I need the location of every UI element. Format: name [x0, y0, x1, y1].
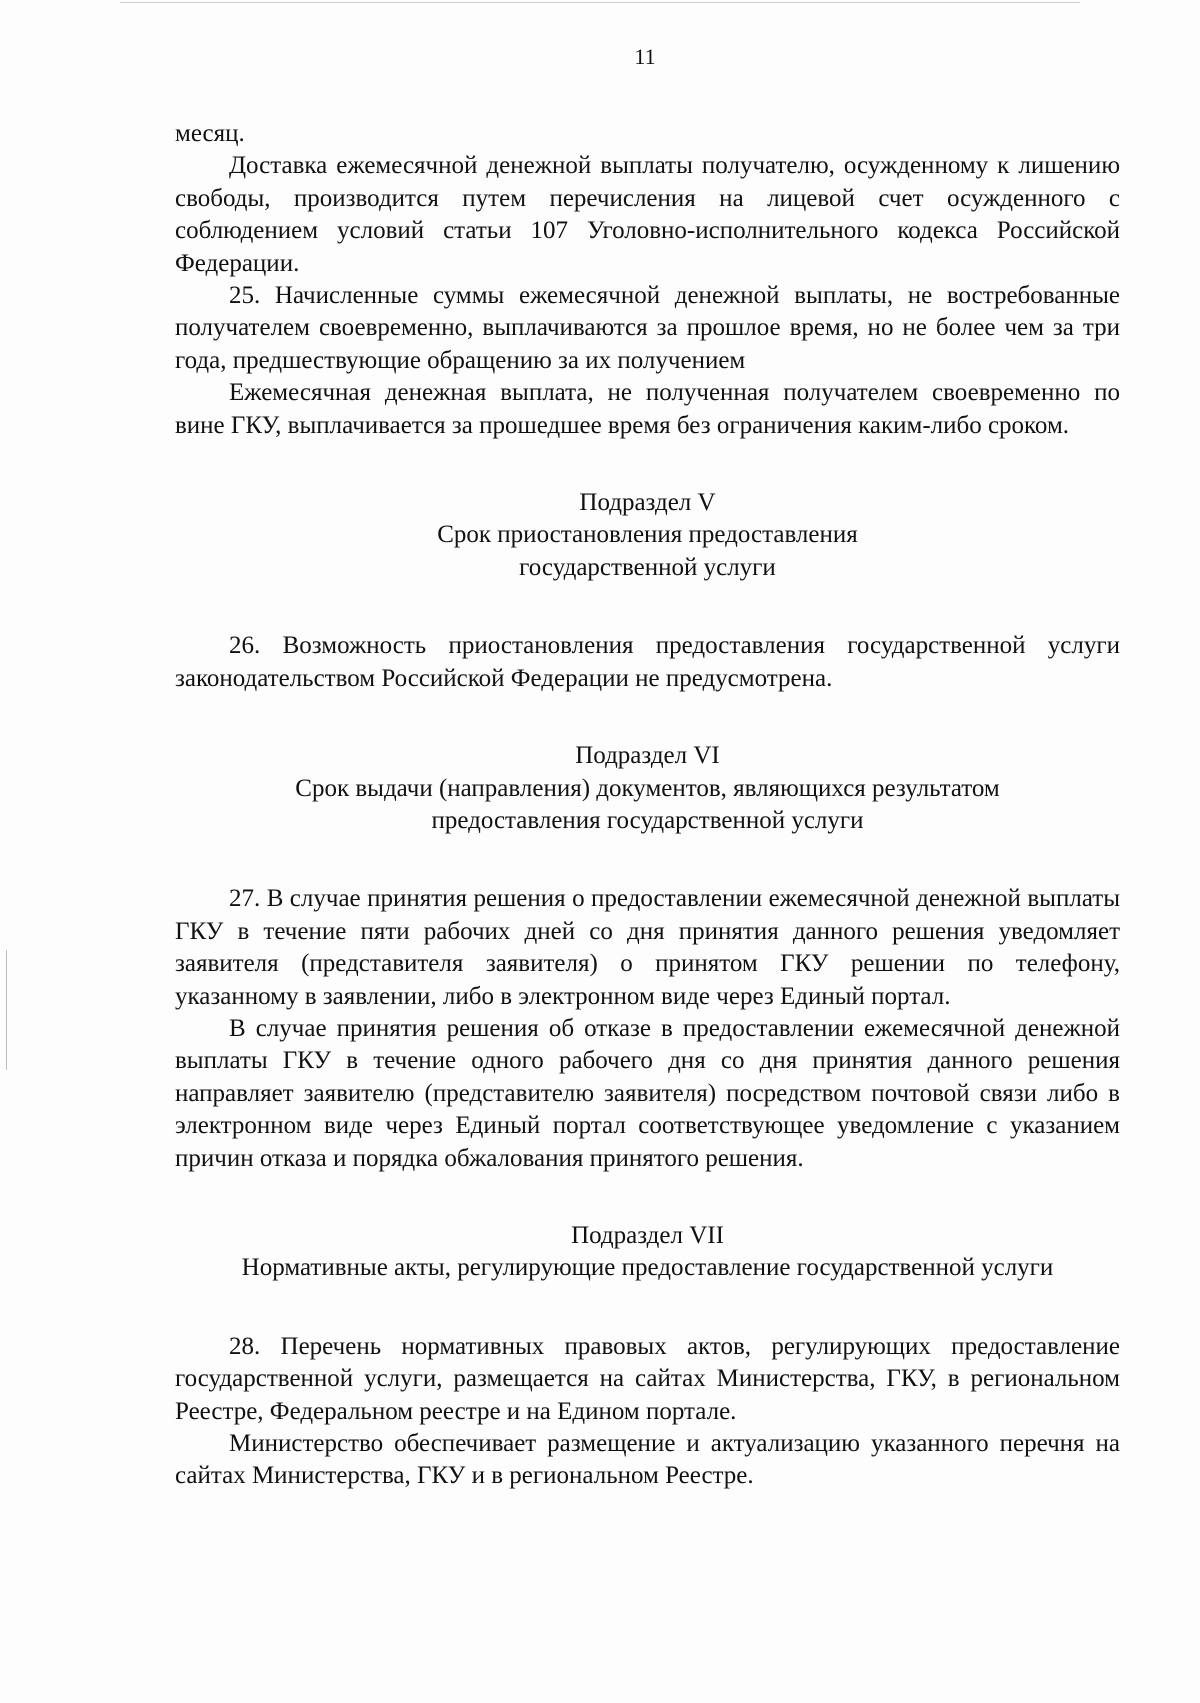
- page-number: 11: [634, 44, 656, 69]
- paragraph-26: 26. Возможность приостановления предоставления государственной услуги законодательством Российской Федерации не предусмотрена.: [175, 632, 1120, 692]
- subsection-5-title-line-1: Срок приостановления предоставления: [437, 521, 858, 549]
- spacer: [175, 1175, 1120, 1220]
- paragraph-continuation: месяц.: [175, 120, 245, 147]
- subsection-7-label: Подраздел VII: [571, 1221, 724, 1249]
- paragraph-delivery: Доставка ежемесячной денежной выплаты получателю, осужденному к лишению свободы, производится путем перечисления на лицевой счет осужденного с соблюдением условий статьи 107 Уголовно-исполнительного кодекса Российской Федерации.: [175, 152, 1120, 277]
- subsection-7-title: Нормативные акты, регулирующие предоставление государственной услуги: [241, 1254, 1054, 1282]
- paragraph-unpaid-benefit: Ежемесячная денежная выплата, не полученная получателем своевременно по вине ГКУ, выплачивается за прошедшее время без ограничения каким-либо сроком.: [175, 379, 1120, 439]
- subsection-5-label: Подраздел V: [579, 489, 716, 517]
- paragraph-ministry-duty: Министерство обеспечивает размещение и актуализацию указанного перечня на сайтах Министерства, ГКУ и в региональном Реестре.: [175, 1430, 1120, 1490]
- scan-top-edge: [120, 2, 1080, 3]
- spacer: [175, 695, 1120, 740]
- subsection-6-title-line-1: Срок выдачи (направления) документов, являющихся результатом: [295, 774, 1000, 802]
- paragraph-28: 28. Перечень нормативных правовых актов, регулирующих предоставление государственной услуги, размещается на сайтах Министерства, ГКУ, в региональном Реестре, Федеральном реестре и на Едином портале.: [175, 1332, 1120, 1425]
- paragraph-refusal-notice: В случае принятия решения об отказе в предоставлении ежемесячной денежной выплаты ГКУ в течение одного рабочего дня со дня принятия данного решения направляет заявителю (представителю заявителя) посредством почтовой связи либо в электронном виде через Единый портал соответствующее уведомление с указанием причин отказа и порядка обжалования принятого решения.: [175, 1014, 1120, 1172]
- spacer: [175, 1285, 1120, 1331]
- subsection-6-label: Подраздел VI: [575, 742, 720, 770]
- document-body: [175, 118, 1120, 1493]
- subsection-6-title-line-2: предоставления государственной услуги: [431, 806, 864, 834]
- spacer: [175, 442, 1120, 487]
- scan-left-edge: [6, 950, 7, 1070]
- spacer: [175, 584, 1120, 630]
- spacer: [175, 837, 1120, 883]
- paragraph-25: 25. Начисленные суммы ежемесячной денежной выплаты, не востребованные получателем своевременно, выплачиваются за прошлое время, но не более чем за три года, предшествующие обращению за их получением: [175, 282, 1120, 374]
- paragraph-27: 27. В случае принятия решения о предоставлении ежемесячной денежной выплаты ГКУ в течение пяти рабочих дней со дня принятия данного решения уведомляет заявителя (представителя заявителя) о принятом ГКУ решении по телефону, указанному в заявлении, либо в электронном виде через Единый портал.: [175, 885, 1120, 1010]
- subsection-5-title-line-2: государственной услуги: [519, 553, 776, 581]
